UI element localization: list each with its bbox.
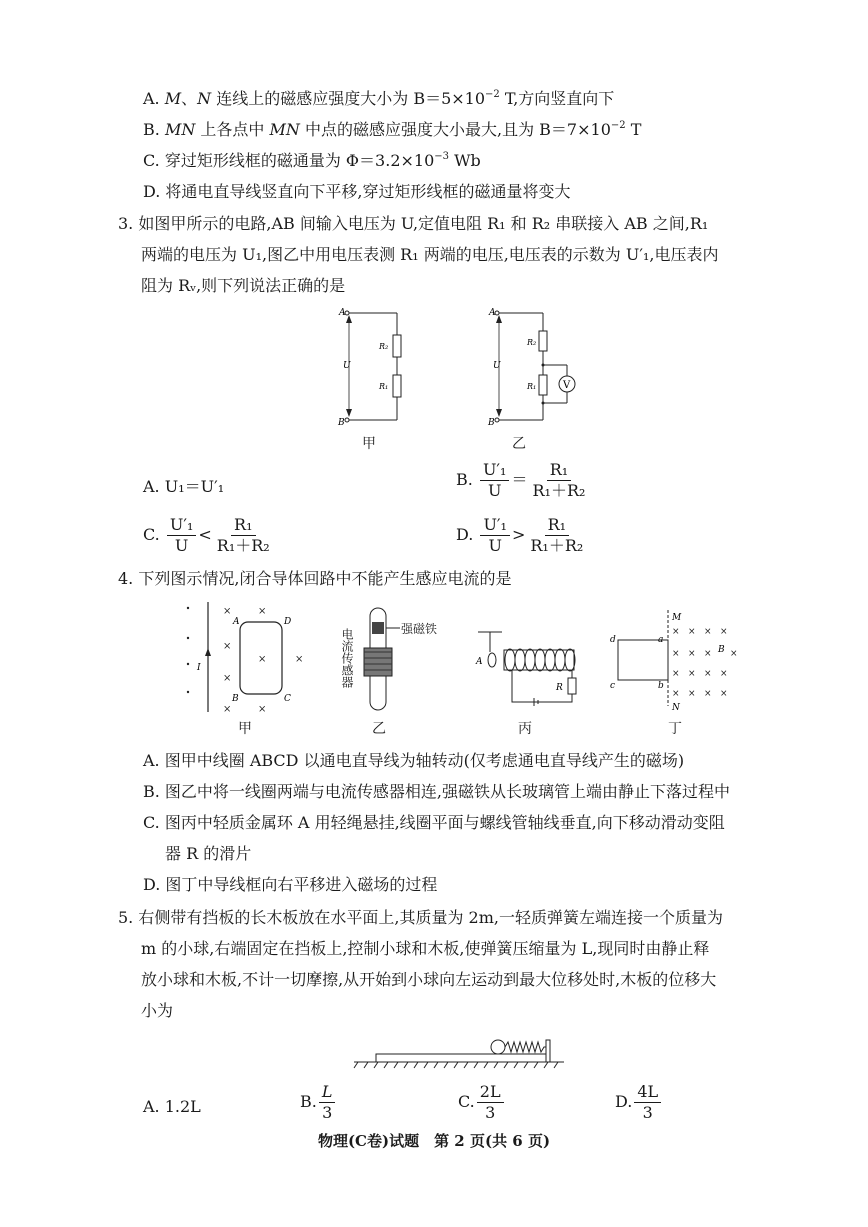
svg-text:×: ×: [258, 704, 267, 715]
svg-text:×: ×: [704, 627, 712, 637]
q2-option-b: B. MN 上各点中 MN 中点的磁感应强度大小最大,且为 $B=7\times 10^{-2}$ T: [143, 120, 642, 139]
q3-b-op: ＝: [511, 470, 528, 489]
fig-label-yi: 乙: [512, 436, 526, 452]
svg-text:×: ×: [223, 606, 232, 617]
q4-option-d: D. 图丁中导线框向右平移进入磁场的过程: [143, 875, 438, 894]
svg-text:b: b: [658, 681, 664, 691]
svg-text:×: ×: [704, 669, 712, 679]
svg-text:I: I: [197, 663, 201, 673]
frac-num: U′₁: [480, 460, 510, 481]
svg-text:×: ×: [672, 689, 680, 699]
q2-option-d: D. 将通电直导线竖直向下平移,穿过矩形线框的磁通量将变大: [143, 182, 571, 201]
svg-text:×: ×: [720, 669, 728, 679]
q2-option-a: A. M、N 连线上的磁感应强度大小为 $B=5\times 10^{-2}$ T,方向竖直向下: [143, 89, 615, 108]
frac-num: U′₁: [480, 515, 510, 536]
q5-c-prefix: C.: [458, 1092, 475, 1111]
svg-text:×: ×: [704, 649, 712, 659]
svg-text:A: A: [339, 308, 346, 318]
q4-fig-label-jia: 甲: [238, 721, 252, 737]
q2-c-unit: Wb: [449, 151, 481, 170]
svg-text:V: V: [563, 380, 571, 391]
q3-c-prefix: C.: [143, 525, 160, 544]
q4-stem: 4. 下列图示情况,闭合导体回路中不能产生感应电流的是: [118, 569, 512, 588]
frac-den: R₁＋R₂: [532, 481, 586, 500]
frac-den: 3: [642, 1103, 653, 1122]
q2-c-text: C. 穿过矩形线框的磁通量为 Φ＝3.2×10: [143, 151, 435, 170]
circuit-diagram-yi: [485, 305, 585, 430]
q3-b-frac-right: [529, 460, 588, 501]
svg-text:×: ×: [672, 669, 680, 679]
q5-board-spring-diagram: [350, 1040, 570, 1070]
q3-stem-line1: 3. 如图甲所示的电路,AB 间输入电压为 U,定值电阻 R₁ 和 R₂ 串联接入 AB 之间,R₁: [118, 214, 709, 233]
svg-text:R₁: R₁: [527, 382, 537, 391]
q5-d-frac: [634, 1082, 661, 1123]
q5-stem-line2: m 的小球,右端固定在挡板上,控制小球和木板,使弹簧压缩量为 L,现同时由静止释: [141, 939, 710, 958]
svg-text:×: ×: [258, 654, 267, 665]
frac-den: U: [487, 481, 502, 500]
svg-text:×: ×: [688, 627, 696, 637]
q3-c-op: <: [198, 525, 212, 544]
svg-text:M: M: [672, 613, 682, 623]
svg-text:×: ×: [688, 649, 696, 659]
q4-figure-ding: [606, 610, 746, 713]
q2-b-text: 上各点中: [195, 120, 270, 139]
svg-text:A: A: [476, 657, 483, 667]
svg-text:C: C: [284, 694, 291, 704]
svg-text:B: B: [488, 418, 495, 428]
q3-d-frac-left: [480, 515, 510, 556]
q4-figure-bing: [472, 630, 592, 710]
q4-option-c-line1: C. 图丙中轻质金属环 A 用轻绳悬挂,线圈平面与螺线管轴线垂直,向下移动滑动变阻: [143, 813, 725, 832]
q5-option-b: [300, 1082, 337, 1123]
q2-b-rest: 中点的磁感应强度大小最大,且为 B＝7×10: [299, 120, 611, 139]
svg-text:×: ×: [295, 654, 304, 665]
svg-text:R₁: R₁: [379, 382, 389, 391]
q3-option-d: [456, 515, 588, 556]
frac-num: 2L: [477, 1082, 504, 1103]
frac-den: 3: [485, 1103, 496, 1122]
q5-stem-line4: 小为: [141, 1001, 174, 1020]
svg-text:×: ×: [672, 627, 680, 637]
svg-text:B: B: [338, 418, 345, 428]
q5-b-frac: [319, 1082, 336, 1123]
q4-option-b: B. 图乙中将一线圈两端与电流传感器相连,强磁铁从长玻璃管上端由静止下落过程中: [143, 782, 731, 801]
svg-text:B: B: [718, 645, 725, 655]
svg-text:×: ×: [672, 649, 680, 659]
q5-b-prefix: B.: [300, 1092, 317, 1111]
q4-figure-yi: [338, 600, 468, 720]
frac-num: U′₁: [167, 515, 197, 536]
fig-label-jia: 甲: [362, 436, 376, 452]
svg-text:A: A: [489, 308, 496, 318]
frac-den: R₁＋R₂: [530, 536, 584, 555]
svg-text:R₂: R₂: [379, 342, 389, 351]
frac-den: U: [488, 536, 502, 555]
svg-text:×: ×: [223, 704, 232, 715]
q3-c-frac-left: [167, 515, 197, 556]
svg-text:d: d: [610, 635, 616, 645]
q5-option-c: [458, 1082, 506, 1123]
frac-den: U: [174, 536, 189, 555]
q2-a-exp: −2: [485, 89, 500, 100]
svg-text:A: A: [233, 617, 240, 627]
svg-text:R₂: R₂: [527, 338, 537, 347]
q3-d-prefix: D.: [456, 525, 474, 544]
q5-option-d: [615, 1082, 663, 1123]
sensor-label: 电流传感器: [340, 628, 354, 688]
page-footer: 物理(C卷)试题 第 2 页(共 6 页): [317, 1132, 551, 1150]
q3-b-frac-left: [480, 460, 510, 501]
q4-option-a: A. 图甲中线圈 ABCD 以通电直导线为轴转动(仅考虑通电直导线产生的磁场): [143, 751, 685, 770]
svg-text:×: ×: [688, 669, 696, 679]
frac-num: L: [319, 1082, 336, 1103]
q4-figure-jia: [180, 600, 315, 720]
q4-fig-label-ding: 丁: [668, 721, 682, 737]
svg-text:×: ×: [258, 606, 267, 617]
frac-num: R₁: [547, 460, 571, 481]
q3-b-prefix: B.: [456, 470, 473, 489]
magnet-label: 强磁铁: [401, 622, 438, 636]
q4-fig-label-bing: 丙: [518, 721, 532, 737]
q3-c-frac-right: [214, 515, 273, 556]
svg-text:×: ×: [720, 627, 728, 637]
frac-den: 3: [322, 1103, 333, 1122]
q4-option-c-line2: 器 R 的滑片: [165, 844, 252, 863]
q2-b-unit: T: [625, 120, 642, 139]
q3-d-op: >: [511, 525, 526, 544]
frac-num: 4L: [634, 1082, 661, 1103]
q2-a-rest: 连线上的磁感应强度大小为: [211, 89, 414, 108]
q3-stem-line2: 两端的电压为 U₁,图乙中用电压表测 R₁ 两端的电压,电压表的示数为 U′₁,电压表内: [141, 245, 719, 264]
circuit-diagram-jia: [335, 305, 415, 430]
svg-text:×: ×: [223, 641, 232, 652]
svg-text:c: c: [610, 681, 616, 691]
svg-text:×: ×: [688, 689, 696, 699]
q2-b-exp: −2: [610, 120, 626, 131]
svg-text:×: ×: [704, 689, 712, 699]
svg-text:N: N: [672, 703, 680, 713]
q3-option-c: [143, 515, 275, 556]
frac-den: R₁＋R₂: [216, 536, 270, 555]
frac-num: R₁: [545, 515, 569, 536]
q5-d-prefix: D.: [615, 1092, 633, 1111]
q3-d-frac-right: [527, 515, 586, 556]
svg-text:×: ×: [730, 649, 738, 659]
q5-option-a: A. 1.2L: [143, 1097, 201, 1116]
svg-text:D: D: [284, 617, 292, 627]
q3-stem-line3: 阻为 Rᵥ,则下列说法正确的是: [141, 276, 346, 295]
svg-text:U: U: [343, 361, 351, 371]
svg-text:B: B: [232, 694, 239, 704]
svg-text:R: R: [556, 683, 563, 693]
q5-stem-line3: 放小球和木板,不计一切摩擦,从开始到小球向左运动到最大位移处时,木板的位移大: [141, 970, 717, 989]
q2-a-sep: 、: [181, 89, 198, 108]
q2-option-c: [143, 150, 481, 172]
svg-text:U: U: [493, 361, 501, 371]
q4-fig-label-yi: 乙: [372, 721, 386, 737]
svg-text:a: a: [658, 635, 664, 645]
frac-num: R₁: [231, 515, 255, 536]
q2-c-exp: −3: [434, 151, 450, 162]
q5-c-frac: [477, 1082, 504, 1123]
q2-a-val: B＝5×10: [413, 89, 486, 108]
q3-option-a: A. U₁＝U′₁: [143, 477, 225, 496]
q3-option-b: [456, 460, 590, 501]
svg-text:×: ×: [720, 689, 728, 699]
svg-text:×: ×: [223, 673, 232, 684]
q5-stem-line1: 5. 右侧带有挡板的长木板放在水平面上,其质量为 2m,一轻质弹簧左端连接一个质量为: [118, 908, 723, 927]
q2-a-unit: T,方向竖直向下: [499, 89, 615, 108]
